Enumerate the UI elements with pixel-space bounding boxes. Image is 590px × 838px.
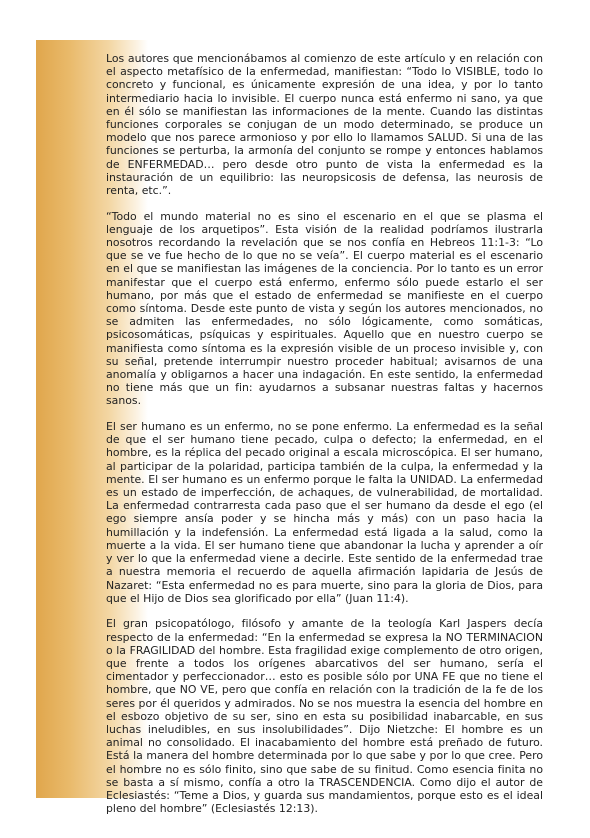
paragraph-3: El ser humano es un enfermo, no se pone enfermo. La enfermedad es la señal de que el ser humano tiene pecado, culpa o defecto; la enfermedad, en el hombre, es la réplica del pecado original a escala microscópica. El ser humano, al participar de la polaridad, participa también de la culpa, la enfermedad y la mente. El ser humano es un enfermo porque le falta la UNIDAD. La enfermedad es un estado de imperfección, de achaques, de vulnerabilidad, de mortalidad. La enfermedad contrarresta cada paso que el ser humano da desde el ego (el ego siempre ansía poder y se hincha más y más) con un paso hacia la humillación y la indefensión. La enfermedad está ligada a la salud, como la muerte a la vida. El ser humano tiene que abandonar la lucha y aprender a oír y ver lo que la enfermedad viene a decirle. Este sentido de la enfermedad trae a nuestra memoria el recuerdo de aquella afirmación lapidaria de Jesús de Nazaret: “Esta enfermedad no es para muerte, sino para la gloria de Dios, para que el Hijo de Dios sea glorificado por ella” (Juan 11:4).: [106, 420, 543, 605]
paragraph-4: El gran psicopatólogo, filósofo y amante de la teología Karl Jaspers decía respecto de la enfermedad: “En la enfermedad se expresa la NO TERMINACION o la FRAGILIDAD del hombre. Esta fragilidad exige complemento de otro origen, que frente a todos los orígenes abarcativos del ser humano, sería el cimentador y perfeccionador… esto es posible sólo por UNA FE que no tiene el hombre, que NO VE, pero que confía en relación con la tradición de la fe de los seres por él queridos y admirados. No se nos muestra la esencia del hombre en el esbozo objetivo de su ser, sino en esta su posibilidad inabarcable, en sus luchas ineludibles, en sus insolubilidades”. Dijo Nietzche: El hombre es un animal no consolidado. El inacabamiento del hombre está preñado de futuro. Está la manera del hombre determinada por lo que sabe y por lo que cree. Pero el hombre no es sólo finito, sino que sabe de su finitud. Como esencia finita no se basta a sí mismo, confía a otro la TRASCENDENCIA. Como dijo el autor de Eclesiastés: “Teme a Dios, y guarda sus mandamientos, porque esto es el ideal pleno del hombre” (Eclesiastés 12:13).: [106, 617, 543, 816]
article-body: [106, 52, 543, 815]
paragraph-1: Los autores que mencionábamos al comienzo de este artículo y en relación con el aspecto metafísico de la enfermedad, manifiestan: “Todo lo VISIBLE, todo lo concreto y funcional, es únicamente expresión de una idea, y por lo tanto intermediario hacia lo invisible. El cuerpo nunca está enfermo ni sano, ya que en él sólo se manifiestan las informaciones de la mente. Cuando las distintas funciones corporales se conjugan de un modo determinado, se produce un modelo que nos parece armonioso y por ello lo llamamos SALUD. Si una de las funciones se perturba, la armonía del conjunto se rompe y entonces hablamos de ENFERMEDAD… pero desde otro punto de vista la enfermedad es la instauración de un equilibrio: las neuropsicosis de defensa, las neurosis de renta, etc.”.: [106, 52, 543, 198]
paragraph-2: “Todo el mundo material no es sino el escenario en el que se plasma el lenguaje de los arquetipos”. Esta visión de la realidad podríamos ilustrarla nosotros recordando la revelación que se nos confía en Hebreos 11:1-3: “Lo que se ve fue hecho de lo que no se veía”. El cuerpo material es el escenario en el que se manifiestan las imágenes de la conciencia. Por lo tanto es un error manifestar que el cuerpo está enfermo, enfermo sólo puede estarlo el ser humano, por más que el estado de enfermedad se manifieste en el cuerpo como síntoma. Desde este punto de vista y según los autores mencionados, no se admiten las enfermedades, no sólo lógicamente, como somáticas, psicosomáticas, psíquicas y espirituales. Aquello que en nuestro cuerpo se manifiesta como síntoma es la expresión visible de un proceso invisible y, con su señal, pretende interrumpir nuestro proceder habitual; avisarnos de una anomalía y obligarnos a hacer una indagación. En este sentido, la enfermedad no tiene más que un fin: ayudarnos a subsanar nuestras faltas y hacernos sanos.: [106, 209, 543, 408]
